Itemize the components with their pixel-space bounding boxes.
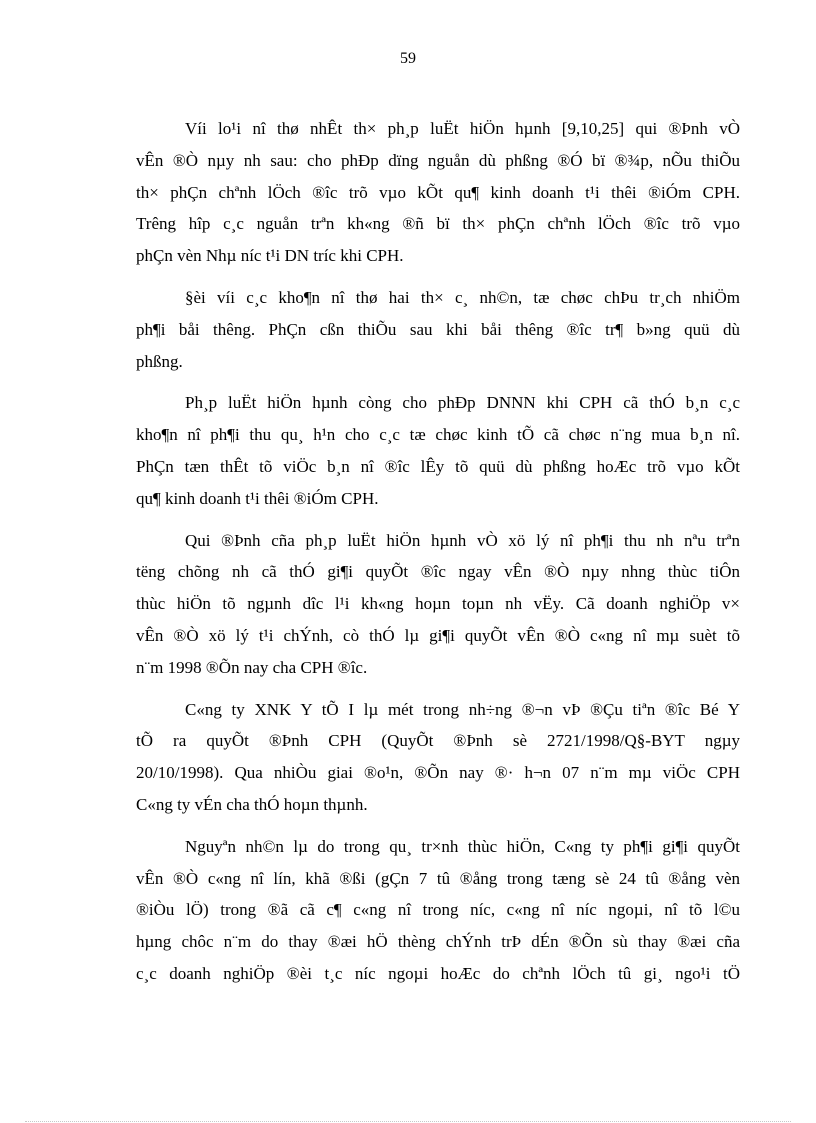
text-line: vÊn ®Ò nµy nh sau: cho phÐp dïng nguån dù phßng ®Ó bï ®¾p, nÕu thiÕu: [136, 150, 740, 170]
text-line: PhÇn tæn thÊt tõ viÖc b¸n nî ®îc lÊy tõ quü dù phßng hoÆc trõ vµo kÕt: [136, 456, 740, 476]
text-line: kho¶n nî ph¶i thu qu¸ h¹n cho c¸c tæ chøc kinh tÕ cã chøc n¨ng mua b¸n nî.: [136, 425, 740, 445]
text-line: qu¶ kinh doanh t¹i thêi ®iÓm CPH.: [136, 488, 379, 508]
paragraph: [136, 525, 740, 684]
paragraph: [136, 694, 740, 821]
text-line: vÊn ®Ò xö lý t¹i chÝnh, cò thÓ lµ gi¶i quyÕt vÊn ®Ò c«ng nî mµ suèt tõ: [136, 625, 740, 645]
text-line: C«ng ty vÉn cha thÓ hoµn thµnh.: [136, 794, 368, 814]
page-edge-rule: [25, 1121, 791, 1122]
paragraph: [136, 113, 740, 272]
paragraph: [136, 282, 740, 377]
text-line: C«ng ty XNK Y tÕ I lµ mét trong nh÷ng ®¬n vÞ ®Çu tiªn ®îc Bé Y: [185, 699, 740, 719]
text-line: ph¶i båi thêng. PhÇn cßn thiÕu sau khi båi thêng ®îc tr¶ b»ng quü dù: [136, 319, 740, 339]
text-line: 20/10/1998). Qua nhiÒu giai ®o¹n, ®Õn nay ®· h¬n 07 n¨m mµ viÖc CPH: [136, 763, 740, 783]
text-line: phÇn vèn Nhµ níc t¹i DN tríc khi CPH.: [136, 246, 404, 266]
text-line: hµng chôc n¨m do thay ®æi hÖ thèng chÝnh trÞ dÉn ®Õn sù thay ®æi cña: [136, 932, 740, 952]
text-line: §èi víi c¸c kho¶n nî thø hai th× c¸ nh©n, tæ chøc chÞu tr¸ch nhiÖm: [185, 287, 740, 307]
text-line: n¨m 1998 ®Õn nay cha CPH ®îc.: [136, 657, 368, 677]
text-line: th× phÇn chªnh lÖch ®îc trõ vµo kÕt qu¶ kinh doanh t¹i thêi ®iÓm CPH.: [136, 182, 740, 202]
text-line: c¸c doanh nghiÖp ®èi t¸c níc ngoµi hoÆc do chªnh lÖch tû gi¸ ngo¹i tÖ: [136, 963, 740, 983]
body-text: [136, 113, 740, 1000]
paragraph: [136, 831, 740, 990]
text-line: Trêng hîp c¸c nguån trªn kh«ng ®ñ bï th× phÇn chªnh lÖch ®îc trõ vµo: [136, 214, 740, 234]
text-line: Ph¸p luËt hiÖn hµnh còng cho phÐp DNNN khi CPH cã thÓ b¸n c¸c: [185, 393, 740, 413]
text-line: tëng chõng nh cã thÓ gi¶i quyÕt ®îc ngay vÊn ®Ò nµy nhng thùc tiÔn: [136, 562, 740, 582]
text-line: tÕ ra quyÕt ®Þnh CPH (QuyÕt ®Þnh sè 2721/1998/Q§-BYT ngµy: [136, 731, 740, 751]
text-line: phßng.: [136, 351, 183, 371]
page-number: 59: [400, 50, 416, 67]
text-line: Qui ®Þnh cña ph¸p luËt hiÖn hµnh vÒ xö lý nî ph¶i thu nh nªu trªn: [185, 530, 740, 550]
text-line: vÊn ®Ò c«ng nî lín, khã ®ßi (gÇn 7 tû ®ång trong tæng sè 24 tû ®ång vèn: [136, 868, 740, 888]
text-line: ®iÒu lÖ) trong ®ã cã c¶ c«ng nî trong níc, c«ng nî níc ngoµi, nî tõ l©u: [136, 900, 740, 920]
text-line: Víi lo¹i nî thø nhÊt th× ph¸p luËt hiÖn hµnh [9,10,25] qui ®Þnh vÒ: [185, 119, 740, 138]
text-line: Nguyªn nh©n lµ do trong qu¸ tr×nh thùc hiÖn, C«ng ty ph¶i gi¶i quyÕt: [185, 836, 740, 856]
text-line: thùc hiÖn tõ ngµnh dîc l¹i kh«ng hoµn toµn nh vËy. Cã doanh nghiÖp v×: [136, 594, 740, 614]
paragraph: [136, 387, 740, 514]
